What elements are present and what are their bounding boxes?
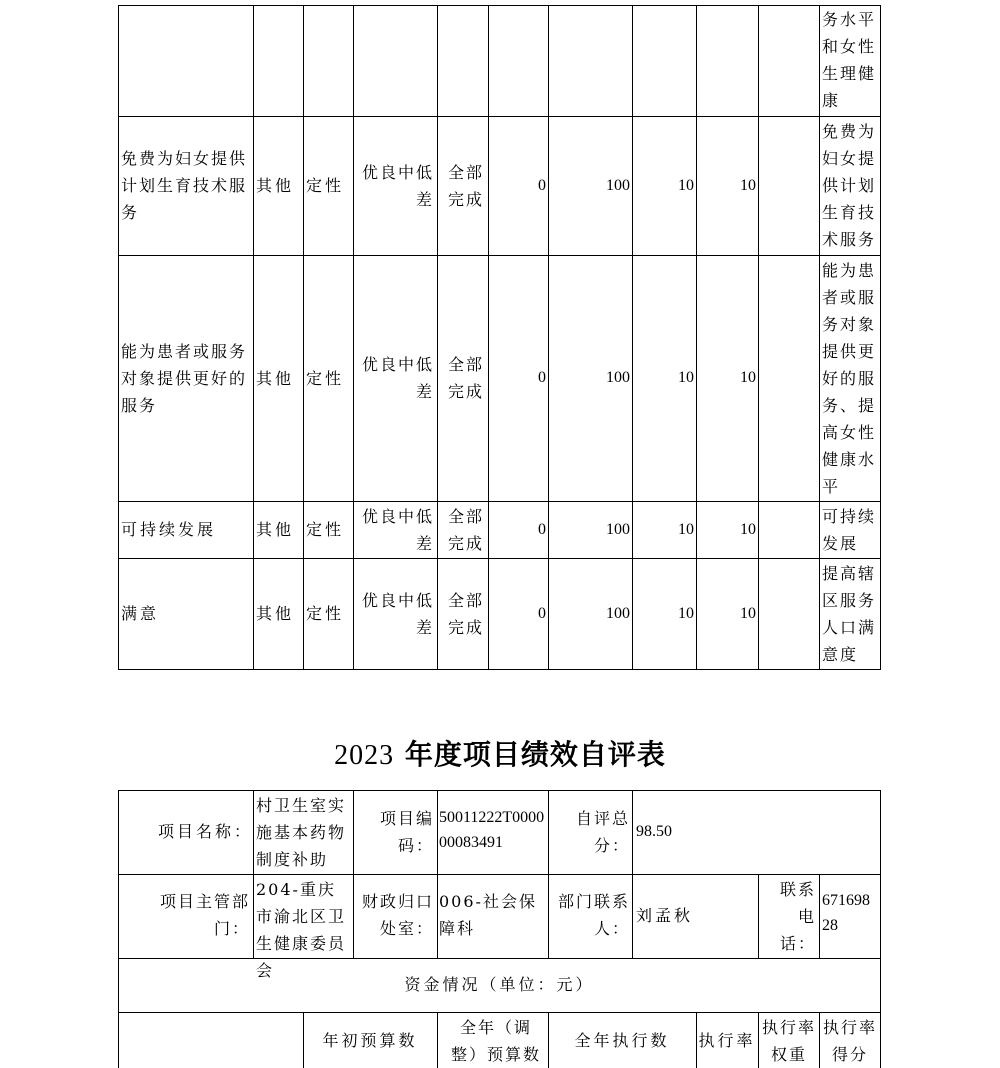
indicator-status: 全部完成 bbox=[448, 507, 485, 553]
indicator-value-4: 10 bbox=[740, 605, 756, 622]
indicator-status: 全部完成 bbox=[448, 163, 485, 209]
indicator-name: 免费为妇女提供计划生育技术服务 bbox=[121, 149, 248, 222]
indicator-name: 可持续发展 bbox=[121, 520, 217, 539]
project-name-label: 项目名称： bbox=[158, 822, 254, 841]
score-label: 自评总分： bbox=[575, 809, 630, 855]
indicator-value-2: 100 bbox=[606, 605, 630, 622]
table-row-desc: 务水平和女性生理健康 bbox=[822, 10, 877, 110]
finance-office-label: 财政归口处室： bbox=[361, 892, 434, 938]
indicator-desc: 能为患者或服务对象提供更好的服务、提高女性健康水平 bbox=[822, 261, 877, 496]
indicator-standard: 优良中低差 bbox=[361, 591, 434, 637]
indicator-value-3: 10 bbox=[678, 177, 694, 194]
indicator-type: 其他 bbox=[256, 604, 295, 623]
indicator-type: 其他 bbox=[256, 369, 295, 388]
indicator-desc: 免费为妇女提供计划生育技术服务 bbox=[822, 122, 877, 249]
page-title bbox=[0, 733, 1000, 773]
indicator-value-1: 0 bbox=[538, 521, 546, 538]
indicator-nature: 定性 bbox=[306, 520, 345, 539]
indicator-standard: 优良中低差 bbox=[361, 355, 434, 401]
indicator-desc: 可持续发展 bbox=[822, 507, 877, 553]
indicator-nature: 定性 bbox=[306, 369, 345, 388]
phone-label: 联系电话： bbox=[779, 880, 816, 953]
indicator-desc: 提高辖区服务人口满意度 bbox=[822, 564, 877, 664]
title-year: 2023 bbox=[334, 740, 395, 771]
finance-office-value: 006-社会保障科 bbox=[439, 892, 537, 938]
contact-value: 刘孟秋 bbox=[636, 906, 694, 925]
project-name-value: 村卫生室实施基本药物制度补助 bbox=[256, 796, 347, 869]
project-code-value: 50011222T000000083491 bbox=[439, 809, 545, 851]
indicator-nature: 定性 bbox=[306, 176, 345, 195]
indicator-value-2: 100 bbox=[606, 521, 630, 538]
phone-value: 67169828 bbox=[822, 892, 870, 934]
funds-section-header: 资金情况（单位：元） bbox=[404, 975, 595, 994]
indicator-type: 其他 bbox=[256, 520, 295, 539]
indicator-status: 全部完成 bbox=[448, 591, 485, 637]
indicator-name: 满意 bbox=[121, 604, 160, 623]
indicator-name: 能为患者或服务对象提供更好的服务 bbox=[121, 342, 248, 415]
indicator-value-4: 10 bbox=[740, 521, 756, 538]
indicator-standard: 优良中低差 bbox=[361, 507, 434, 553]
funds-col-executed: 全年执行数 bbox=[574, 1031, 670, 1050]
funds-col-adjusted-budget: 全年（调整）预算数 bbox=[450, 1018, 541, 1064]
indicator-value-1: 0 bbox=[538, 369, 546, 386]
project-code-label: 项目编码： bbox=[379, 809, 434, 855]
score-value: 98.50 bbox=[636, 823, 672, 840]
funds-col-initial-budget: 年初预算数 bbox=[322, 1031, 418, 1050]
dept-label: 项目主管部门： bbox=[159, 892, 250, 938]
indicator-nature: 定性 bbox=[306, 604, 345, 623]
indicator-standard: 优良中低差 bbox=[361, 163, 434, 209]
indicator-value-3: 10 bbox=[678, 521, 694, 538]
indicator-type: 其他 bbox=[256, 176, 295, 195]
indicator-value-2: 100 bbox=[606, 177, 630, 194]
funds-col-exec-score: 执行率得分 bbox=[822, 1018, 877, 1064]
indicator-status: 全部完成 bbox=[448, 355, 485, 401]
indicator-value-4: 10 bbox=[740, 177, 756, 194]
indicator-value-2: 100 bbox=[606, 369, 630, 386]
indicator-value-3: 10 bbox=[678, 605, 694, 622]
indicator-value-4: 10 bbox=[740, 369, 756, 386]
indicator-value-1: 0 bbox=[538, 177, 546, 194]
contact-label: 部门联系人： bbox=[557, 892, 630, 938]
funds-col-exec-weight: 执行率权重 bbox=[761, 1018, 816, 1064]
indicator-value-3: 10 bbox=[678, 369, 694, 386]
funds-col-exec-rate: 执行率 bbox=[698, 1031, 756, 1050]
indicator-value-1: 0 bbox=[538, 605, 546, 622]
title-text: 年度项目绩效自评表 bbox=[394, 738, 666, 771]
dept-value: 204-重庆市渝北区卫生健康委员会 bbox=[256, 880, 347, 980]
